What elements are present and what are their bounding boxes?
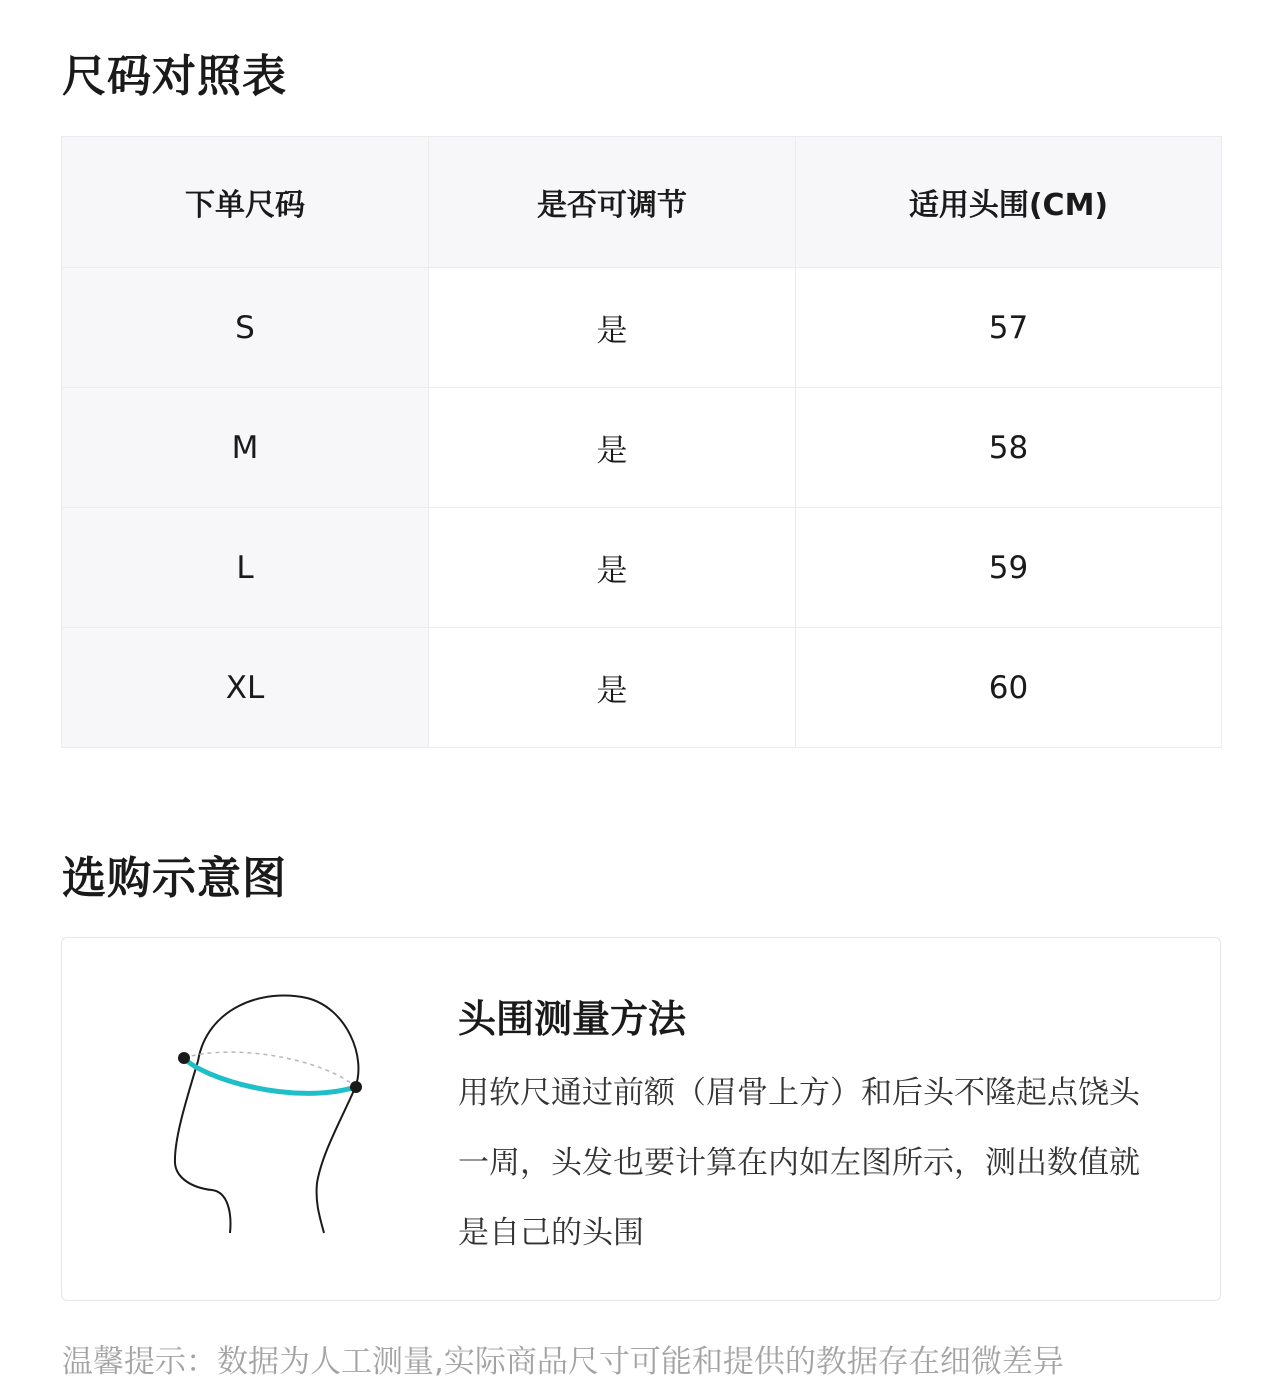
table-header-row xyxy=(62,137,1222,268)
measurement-guide-card xyxy=(61,937,1221,1301)
cell-head-circumference: 60 xyxy=(796,628,1222,748)
header-order-size: 下单尺码 xyxy=(62,137,429,268)
guide-title: 选购示意图 xyxy=(62,853,287,904)
cell-head-circumference: 59 xyxy=(796,508,1222,628)
forehead-point xyxy=(178,1052,190,1064)
card-description: 用软尺通过前额（眉骨上方）和后头不隆起点饶头一周，头发也要计算在内如左图所示，测出数值就是自己的头围 xyxy=(458,1075,1140,1251)
table-row xyxy=(62,268,1222,388)
cell-head-circumference: 58 xyxy=(796,388,1222,508)
measuring-tape xyxy=(184,1058,356,1093)
cell-adjustable: 是 xyxy=(429,508,796,628)
cell-head-circumference: 57 xyxy=(796,268,1222,388)
cell-adjustable: 是 xyxy=(429,628,796,748)
header-adjustable: 是否可调节 xyxy=(429,137,796,268)
size-chart-title: 尺码对照表 xyxy=(62,51,287,102)
table-row xyxy=(62,508,1222,628)
table-row xyxy=(62,628,1222,748)
cell-adjustable: 是 xyxy=(429,388,796,508)
header-head-circumference: 适用头围(CM) xyxy=(796,137,1222,268)
table-row xyxy=(62,388,1222,508)
back-head-point xyxy=(350,1081,362,1093)
tip-text: 温馨提示：数据为人工测量,实际商品尺寸可能和提供的教据存在细微差异 xyxy=(62,1344,1064,1380)
cell-size: M xyxy=(62,388,429,508)
cell-size: XL xyxy=(62,628,429,748)
card-heading: 头围测量方法 xyxy=(458,997,687,1041)
head-measurement-icon xyxy=(162,988,382,1248)
size-chart-table xyxy=(61,136,1222,748)
cell-size: S xyxy=(62,268,429,388)
cell-size: L xyxy=(62,508,429,628)
cell-adjustable: 是 xyxy=(429,268,796,388)
